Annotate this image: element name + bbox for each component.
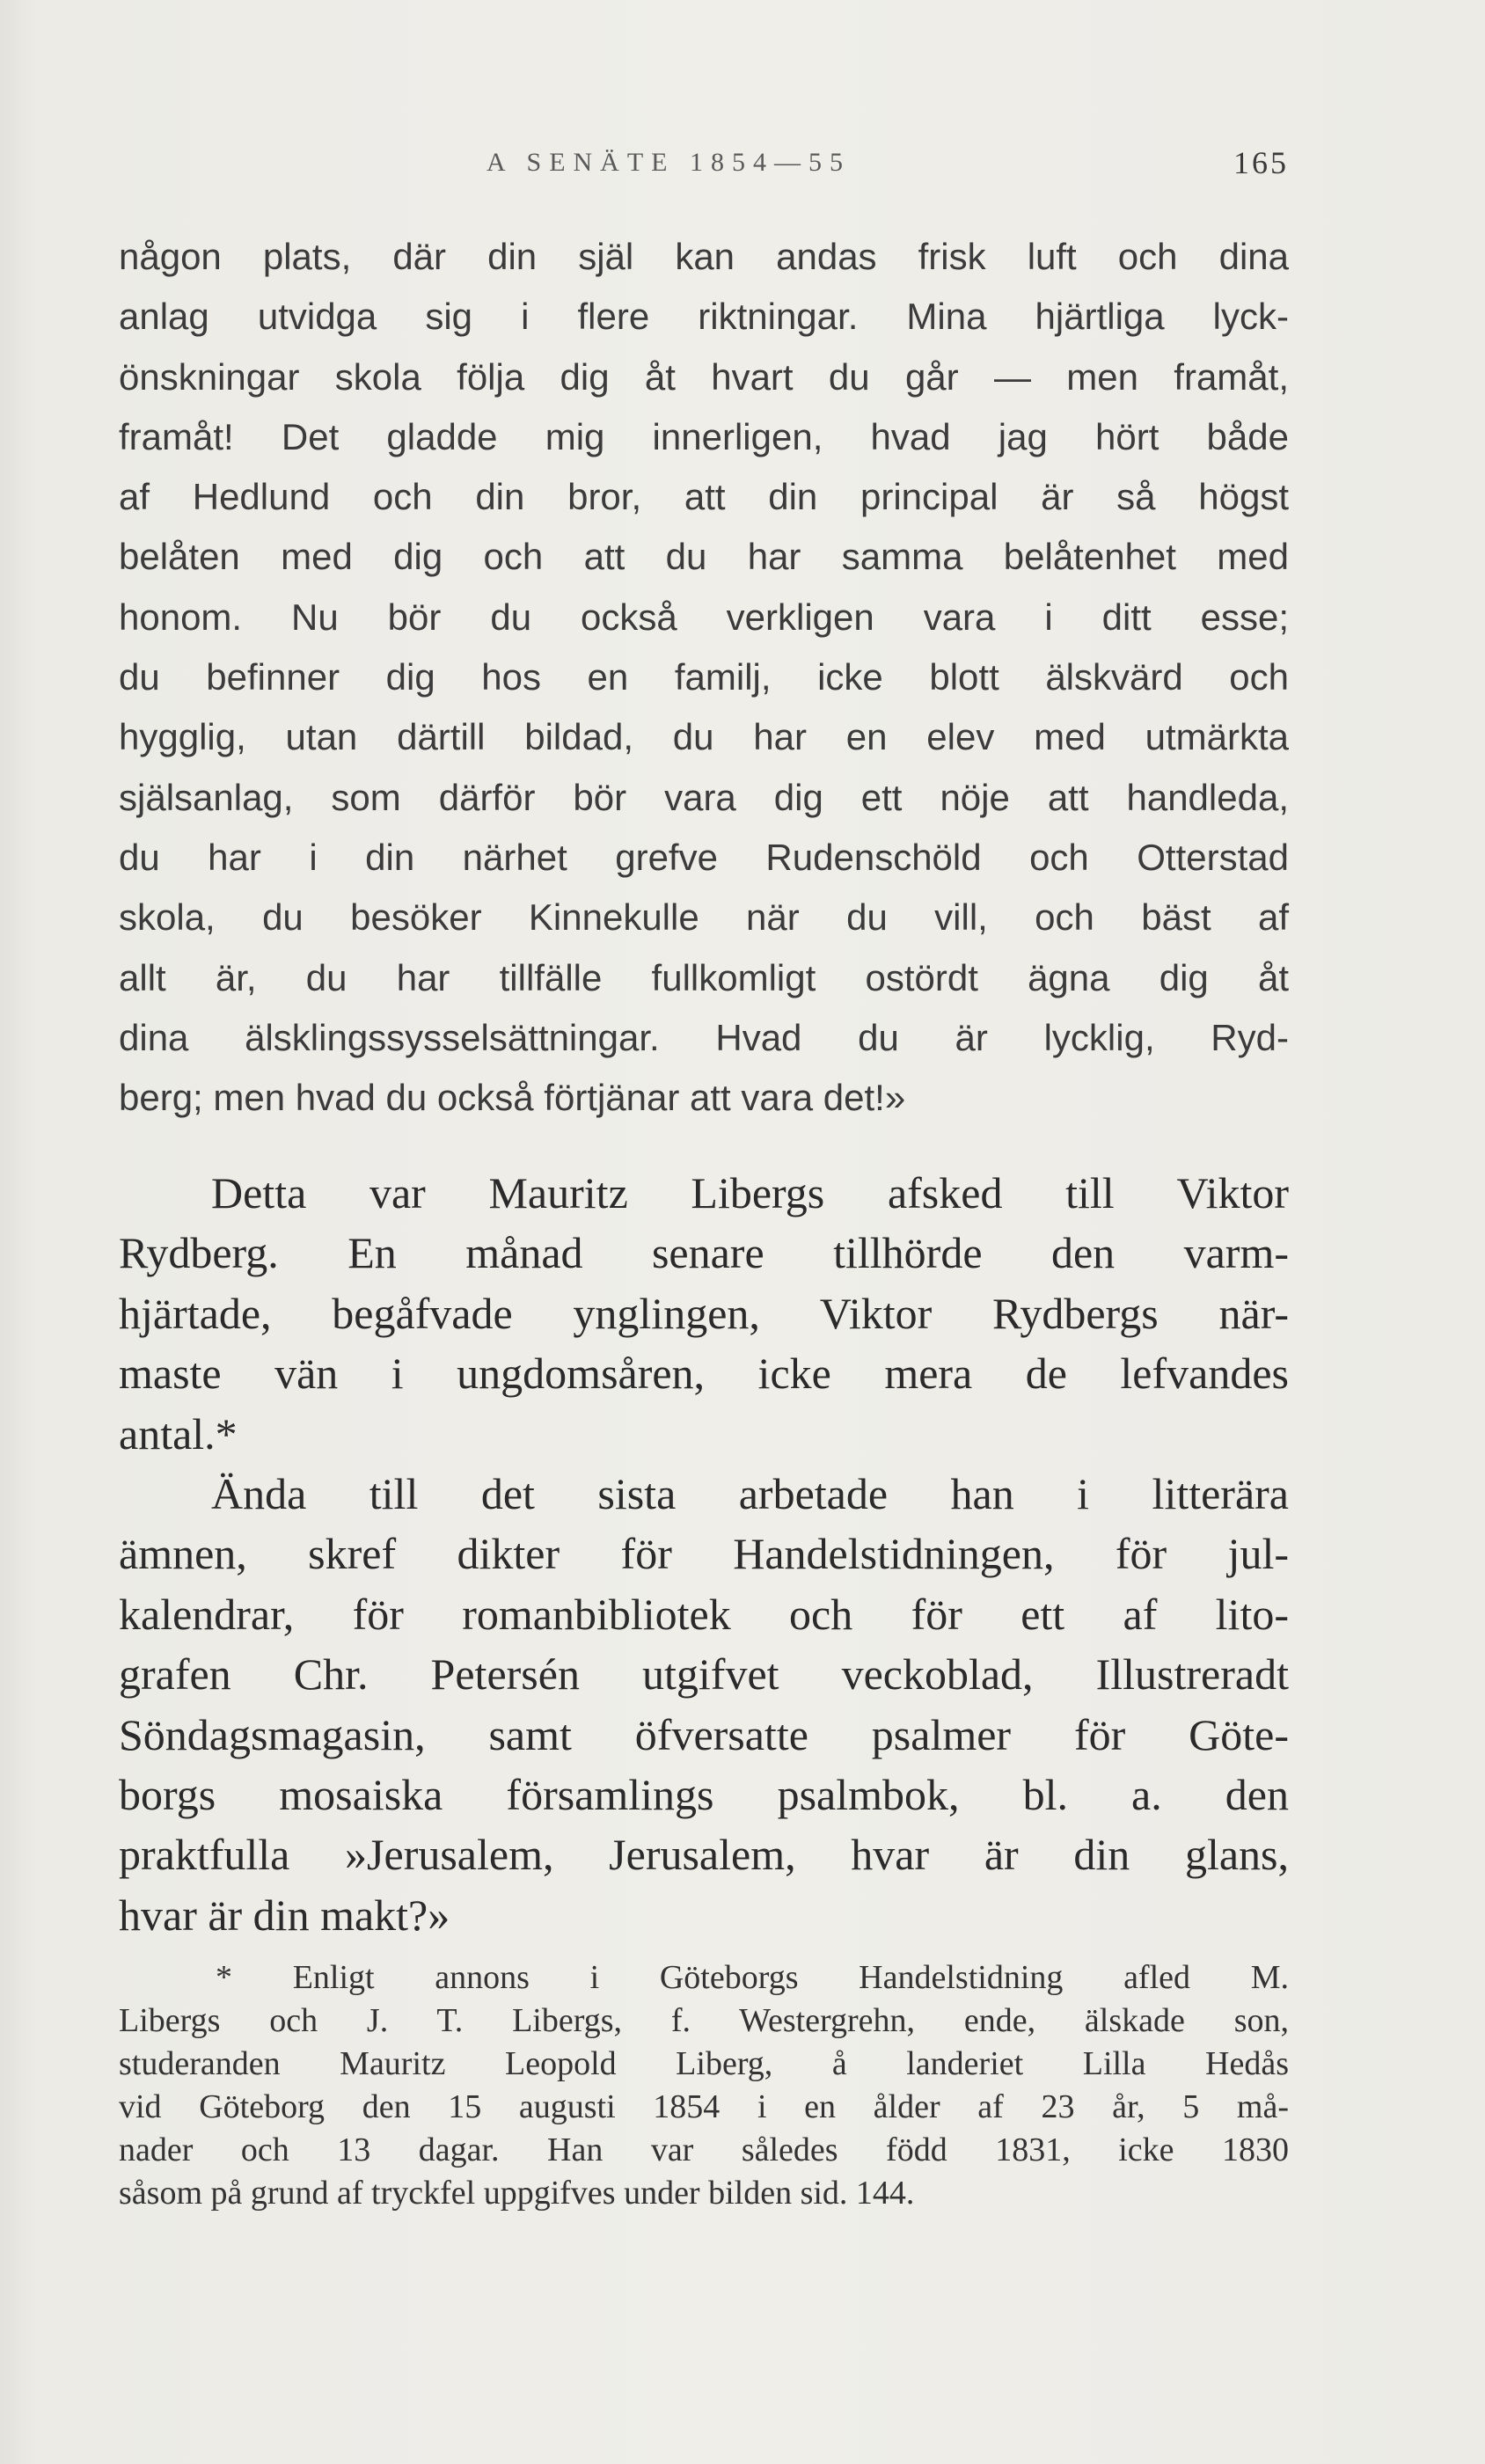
letter-line: dina älsklingssysselsättningar. Hvad du är lycklig, Ryd- <box>119 1016 1289 1058</box>
letter-line: önskningar skola följa dig åt hvart du går — men framåt, <box>119 355 1289 398</box>
letter-line: belåten med dig och att du har samma belåtenhet med <box>119 536 1289 578</box>
letter-line: själsanlag, som därför bör vara dig ett nöje att handleda, <box>119 776 1289 818</box>
letter-line: af Hedlund och din bror, att din principal är så högst <box>119 476 1289 518</box>
footnote-line: * Enligt annons i Göteborgs Handelstidning afled M. <box>216 1959 1289 1996</box>
body-line: kalendrar, för romanbibliotek och för ett af lito- <box>119 1589 1289 1639</box>
body-line: grafen Chr. Petersén utgifvet veckoblad, Illustreradt <box>119 1649 1289 1700</box>
letter-line: du har i din närhet grefve Rudenschöld och Otterstad <box>119 836 1289 878</box>
body-line: Ända till det sista arbetade han i litterära <box>211 1469 1289 1519</box>
body-line: Rydberg. En månad senare tillhörde den varm- <box>119 1228 1289 1278</box>
letter-line: anlag utvidga sig i flere riktningar. Mina hjärtliga lyck- <box>119 296 1289 338</box>
body-line: praktfulla »Jerusalem, Jerusalem, hvar är din glans, <box>119 1830 1289 1880</box>
letter-quotation <box>119 227 1289 1128</box>
letter-line: någon plats, där din själ kan andas frisk luft och dina <box>119 236 1289 277</box>
body-line: hjärtade, begåfvade ynglingen, Viktor Rydbergs när- <box>119 1288 1289 1338</box>
running-title: A SENÄTE 1854—55 <box>486 148 851 177</box>
footnote-line: studeranden Mauritz Leopold Liberg, å landeriet Lilla Hedås <box>119 2045 1289 2082</box>
footnote-line: Libergs och J. T. Libergs, f. Westergrehn, ende, älskade son, <box>119 2002 1289 2039</box>
body-line: Detta var Mauritz Libergs afsked till Viktor <box>211 1168 1289 1217</box>
running-header <box>119 145 1289 192</box>
body-line: antal.* <box>119 1408 238 1459</box>
body-line: borgs mosaiska församlings psalmbok, bl. a. den <box>119 1770 1289 1820</box>
letter-line: honom. Nu bör du också verkligen vara i ditt esse; <box>119 596 1289 638</box>
letter-line: berg; men hvad du också förtjänar att vara det!» <box>119 1077 906 1119</box>
letter-line: hygglig, utan därtill bildad, du har en elev med utmärkta <box>119 716 1289 758</box>
body-line: ämnen, skref dikter för Handelstidningen, för jul- <box>119 1529 1289 1579</box>
body-line: Söndagsmagasin, samt öfversatte psalmer för Göte- <box>119 1709 1289 1759</box>
page-number: 165 <box>1233 145 1289 180</box>
letter-line: du befinner dig hos en familj, icke blott älskvärd och <box>119 656 1289 698</box>
footnote-line: såsom på grund af tryckfel uppgifves under bilden sid. 144. <box>119 2175 915 2212</box>
letter-line: allt är, du har tillfälle fullkomligt ostördt ägna dig åt <box>119 956 1289 998</box>
body-paragraphs <box>119 1163 1289 1945</box>
letter-line: framåt! Det gladde mig innerligen, hvad jag hört både <box>119 415 1289 457</box>
footnote <box>119 1956 1289 2215</box>
footnote-line: nader och 13 dagar. Han var således född 1831, icke 1830 <box>119 2131 1289 2168</box>
body-line: hvar är din makt?» <box>119 1890 450 1940</box>
footnote-line: vid Göteborg den 15 augusti 1854 i en ålder af 23 år, 5 må- <box>119 2088 1289 2125</box>
letter-line: skola, du besöker Kinnekulle när du vill, och bäst af <box>119 896 1289 939</box>
body-line: maste vän i ungdomsåren, icke mera de lefvandes <box>119 1349 1289 1399</box>
